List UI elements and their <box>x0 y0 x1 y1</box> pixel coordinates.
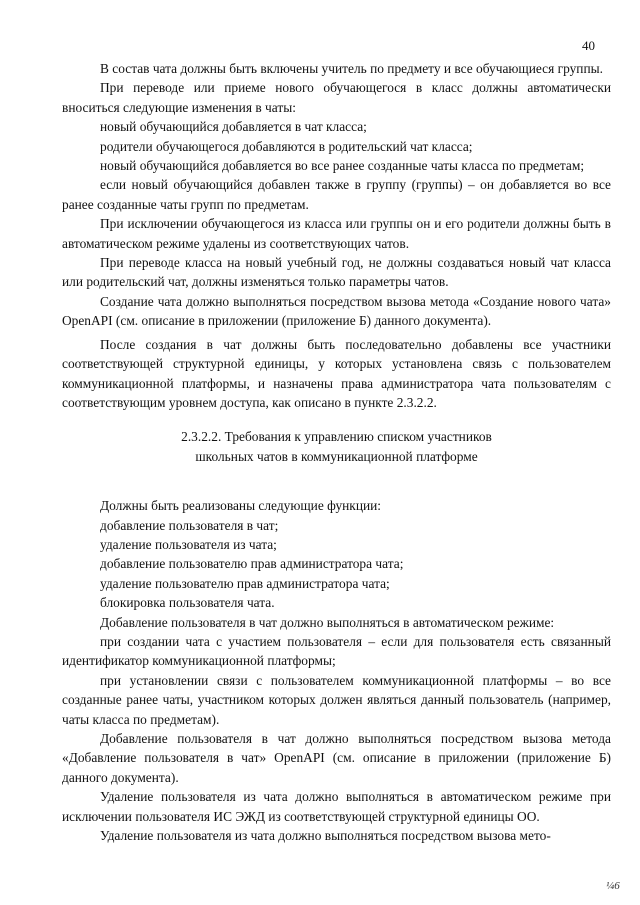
paragraph: Создание чата должно выполняться посредством вызова метода «Создание нового чата» OpenAPI (см. описание в приложении (приложение Б) данного документа). <box>62 293 611 329</box>
paragraph: При переводе класса на новый учебный год, не должны создаваться новый чат класса или родительский чат, должны изменяться только параметры чатов. <box>62 255 611 290</box>
paragraph: Удаление пользователя из чата должно выполняться посредством вызова мето- <box>100 828 551 844</box>
section-heading-line2: школьных чатов в коммуникационной платформе <box>195 448 478 464</box>
paragraph: При исключении обучающегося из класса или группы он и его родители должны быть в автоматическом режиме удалены из соответствующих чатов. <box>62 216 611 251</box>
paragraph: Добавление пользователя в чат должно выполняться посредством вызова метода «Добавление пользователя в чат» OpenAPI (см. описание в приложении (приложение Б) данного документа). <box>62 731 611 785</box>
list-item: новый обучающийся добавляется во все ранее созданные чаты класса по предметам; <box>100 158 585 174</box>
list-item: родители обучающегося добавляются в родительский чат класса; <box>100 138 473 154</box>
list-item: удаление пользователю прав администратора чата; <box>100 575 390 591</box>
list-item: при создании чата с участием пользователя – если для пользователя есть связанный идентификатор коммуникационной платформы; <box>62 633 611 669</box>
section-heading <box>62 427 611 466</box>
document-body <box>62 59 611 845</box>
list-item: добавление пользователя в чат; <box>100 517 279 533</box>
paragraph: После создания в чат должны быть последовательно добавлены все участники соответствующей структурной единицы, у которых установлена связь с пользователем коммуникационной платформы, и назначены права администратора чата пользователям с соответствующим уровнем доступа, как описано в пункте 2.3.2.2. <box>62 336 611 410</box>
list-item: если новый обучающийся добавлен также в группу (группы) – он добавляется во все ранее созданные чаты групп по предметам. <box>62 177 611 212</box>
handwritten-mark: ¼6 <box>606 880 620 892</box>
list-item: блокировка пользователя чата. <box>100 595 275 611</box>
paragraph: Добавление пользователя в чат должно выполняться в автоматическом режиме: <box>100 614 555 630</box>
paragraph: Должны быть реализованы следующие функции: <box>100 498 382 514</box>
page-number: 40 <box>582 38 595 53</box>
list-item: добавление пользователю прав администратора чата; <box>100 556 404 572</box>
section-heading-line1: 2.3.2.2. Требования к управлению списком участников <box>181 429 492 445</box>
paragraph: При переводе или приеме нового обучающегося в класс должны автоматически вноситься следующие изменения в чаты: <box>62 80 611 115</box>
paragraph: В состав чата должны быть включены учитель по предмету и все обучающиеся группы. <box>100 61 603 76</box>
list-item: удаление пользователя из чата; <box>100 536 277 552</box>
paragraph: Удаление пользователя из чата должно выполняться в автоматическом режиме при исключении пользователя ИС ЭЖД из соответствующей структурной единицы ОО. <box>62 789 611 824</box>
list-item: при установлении связи с пользователем коммуникационной платформы – во все созданные ранее чаты, участником которых должен являться данный пользователь (например, чаты класса по предметам). <box>62 672 611 727</box>
list-item: новый обучающийся добавляется в чат класса; <box>100 119 367 135</box>
